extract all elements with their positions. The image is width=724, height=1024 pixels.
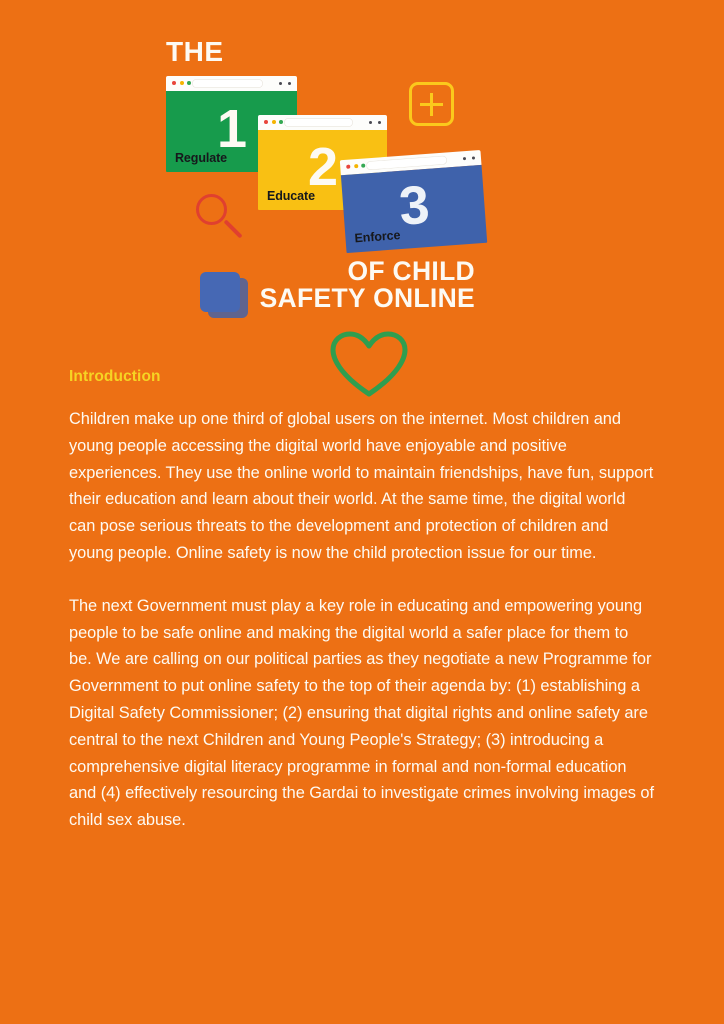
page-title xyxy=(190,258,475,313)
step-card-body xyxy=(341,165,487,253)
plus-square-icon xyxy=(409,82,454,126)
step-number: 3 xyxy=(397,174,431,237)
browser-chrome-bar xyxy=(166,76,297,91)
address-bar xyxy=(192,79,263,88)
chrome-menu-icon xyxy=(369,121,381,124)
window-controls-icon xyxy=(346,163,365,168)
chrome-menu-icon xyxy=(279,82,291,85)
hero-the-word: THE xyxy=(166,36,224,67)
intro-paragraph-2: The next Government must play a key role in educating and empowering young people to be safe online and making the digital world a safer place for them to be. We are calling on our political parties as they negotiate a new Programme for Government to put online safety to the top of their agenda by: (1) establishing a Digital Safety Commissioner; (2) ensuring that digital rights and online safety are central to the next Children and Young People's Strategy; (3) introducing a comprehensive digital literacy programme in formal and non-formal education and (4) effectively resourcing the Gardai to investigate crimes involving images of child sex abuse. xyxy=(69,596,654,830)
browser-chrome-bar xyxy=(258,115,387,130)
step-label: Educate xyxy=(267,189,315,203)
page-title-line-1: OF CHILD xyxy=(347,256,475,286)
step-label: Enforce xyxy=(354,228,401,246)
search-icon xyxy=(196,194,248,246)
window-controls-icon xyxy=(172,81,191,85)
intro-paragraph-1: Children make up one third of global users on the internet. Most children and young people accessing the digital world have enjoyable and positive experiences. They use the online world to maintain friendships, have fun, support their education and learn about their world. At the same time, the digital world can pose serious threats to the development and protection of children and young people. Online safety is now the child protection issue for our time. xyxy=(69,410,654,562)
page-title-line-2: SAFETY ONLINE xyxy=(259,283,475,314)
step-card-enforce xyxy=(340,150,487,253)
content-section xyxy=(69,368,659,834)
step-number: 2 xyxy=(307,136,338,197)
chrome-menu-icon xyxy=(463,156,475,160)
hero-graphic xyxy=(0,0,724,400)
address-bar xyxy=(284,118,353,127)
step-number: 1 xyxy=(216,98,247,159)
section-heading-introduction: Introduction xyxy=(69,368,161,385)
window-controls-icon xyxy=(264,120,283,124)
step-label: Regulate xyxy=(175,151,227,165)
